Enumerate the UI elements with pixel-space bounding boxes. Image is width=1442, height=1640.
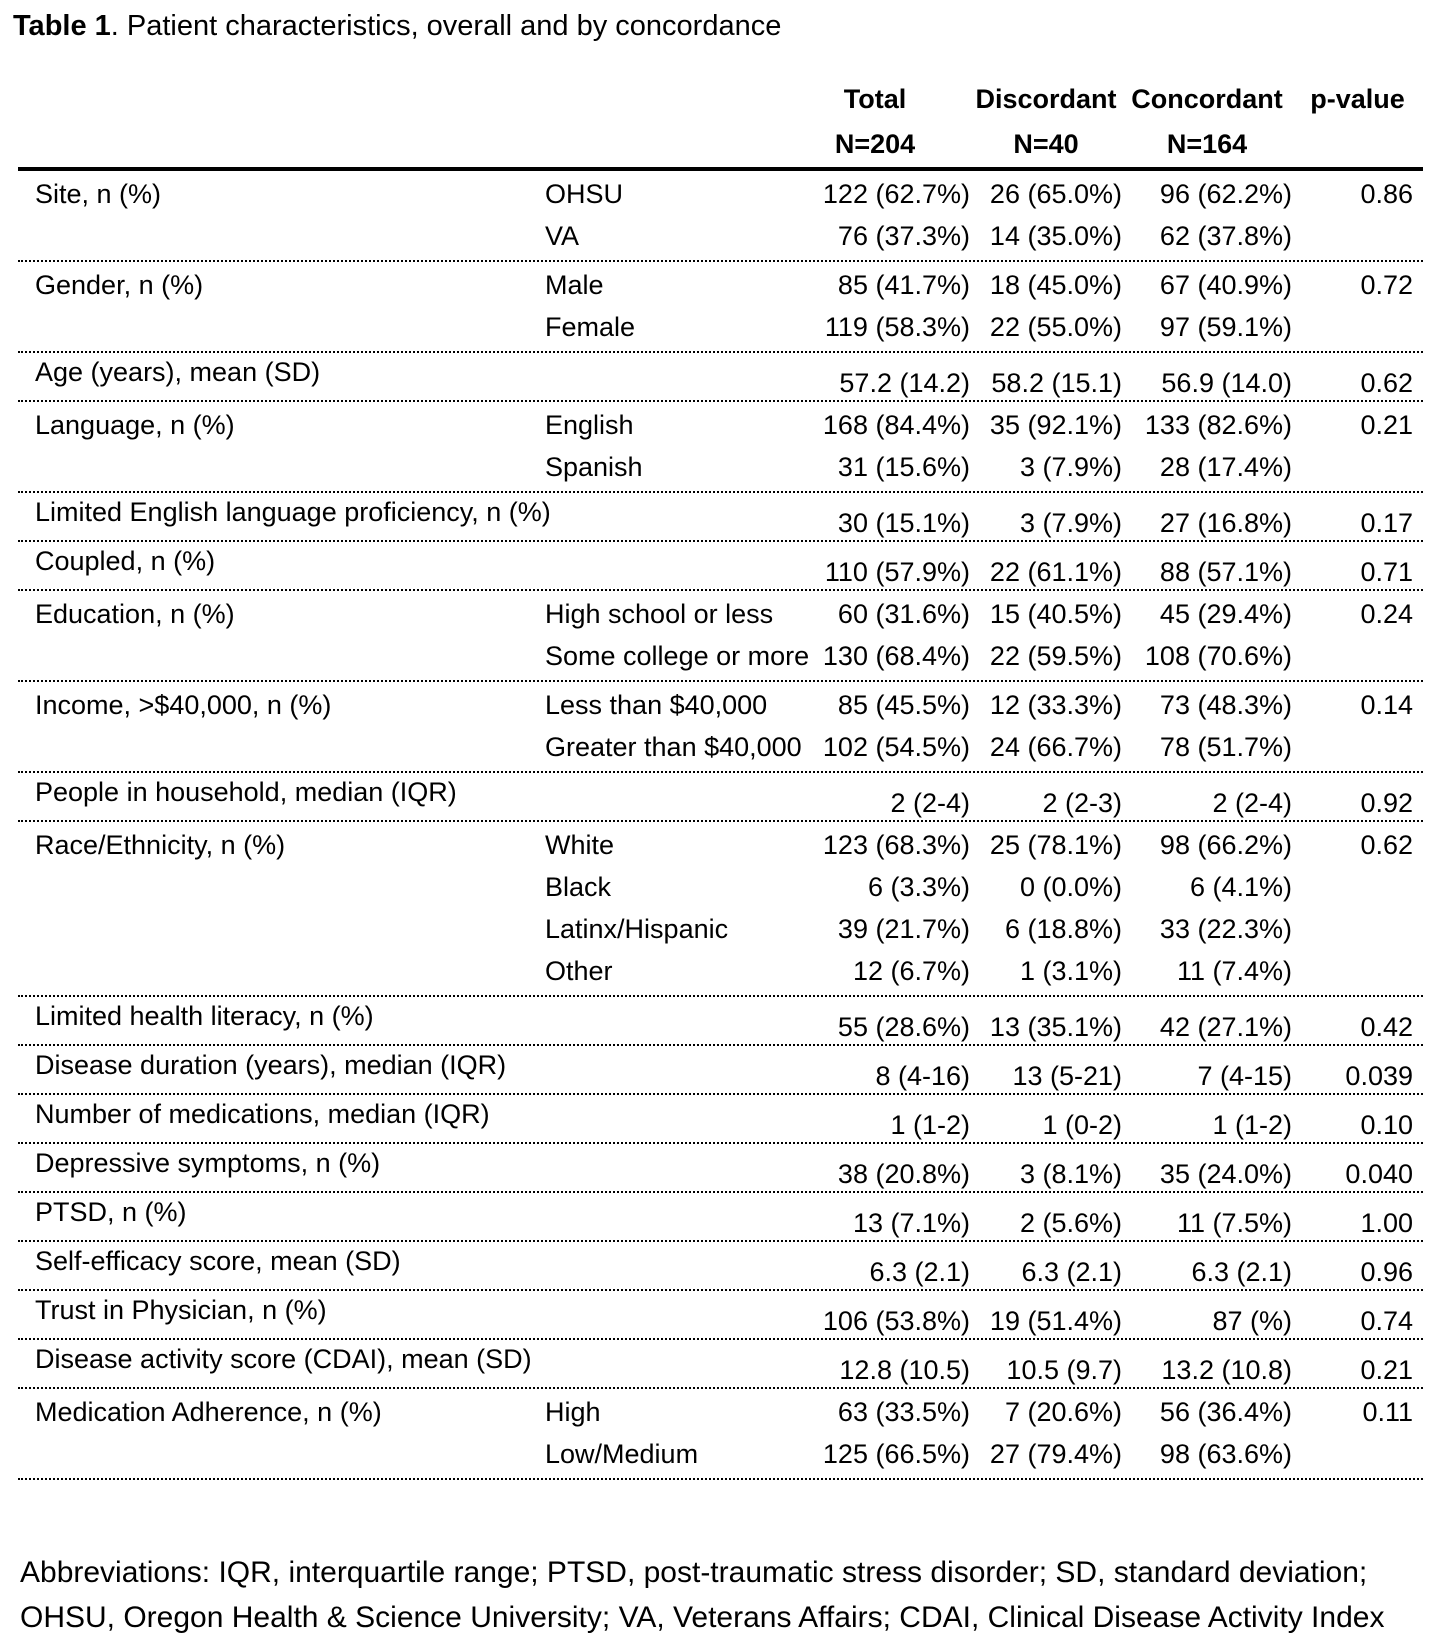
row-category: VA: [545, 220, 580, 251]
cell-discordant: 14 (35.0%): [989, 220, 1122, 251]
cell-total: 85 (41.7%): [837, 269, 970, 300]
cell-pvalue: 0.74: [1360, 1306, 1413, 1336]
table-row: [18, 635, 1423, 677]
cell-pvalue: 0.62: [1360, 829, 1413, 860]
table-row: [18, 446, 1423, 488]
cell-concordant: 6.3 (2.1): [1191, 1257, 1292, 1287]
cell-concordant: 62 (37.8%): [1159, 220, 1292, 251]
cell-concordant: 87 (%): [1212, 1306, 1292, 1336]
row-label: Disease activity score (CDAI), mean (SD): [35, 1344, 532, 1374]
column-header-total: Total: [843, 84, 907, 114]
table-group: [18, 402, 1423, 493]
row-label: Limited English language proficiency, n (%): [35, 497, 551, 527]
table-group: [18, 591, 1423, 682]
cell-total: 168 (84.4%): [822, 409, 970, 440]
cell-pvalue: 0.039: [1345, 1061, 1413, 1091]
cell-concordant: 11 (7.5%): [1176, 1208, 1292, 1238]
cell-pvalue: 1.00: [1360, 1208, 1413, 1238]
cell-pvalue: 0.21: [1360, 1355, 1413, 1385]
table-group: [18, 1095, 1423, 1144]
row-category: Some college or more: [545, 640, 810, 671]
table-row: [18, 950, 1423, 992]
table-row: [18, 1391, 1423, 1433]
row-label: People in household, median (IQR): [35, 777, 457, 807]
row-label: Number of medications, median (IQR): [35, 1099, 490, 1129]
cell-concordant: 108 (70.6%): [1144, 640, 1292, 671]
row-category: [545, 1293, 780, 1295]
cell-pvalue: 0.11: [1362, 1396, 1413, 1427]
cell-discordant: 3 (7.9%): [1019, 451, 1122, 482]
cell-concordant: 45 (29.4%): [1159, 598, 1292, 629]
cell-concordant: 73 (48.3%): [1159, 689, 1292, 720]
row-label: Age (years), mean (SD): [35, 357, 321, 387]
cell-discordant: 1 (0-2): [1042, 1110, 1122, 1140]
cell-pvalue: 0.62: [1360, 368, 1413, 398]
cell-discordant: 35 (92.1%): [989, 409, 1122, 440]
table-group: [18, 493, 1423, 542]
table-row: [18, 264, 1423, 306]
cell-discordant: 26 (65.0%): [989, 178, 1122, 209]
cell-total: 8 (4-16): [875, 1061, 970, 1091]
cell-pvalue: 0.72: [1360, 269, 1413, 300]
row-category: Greater than $40,000: [545, 731, 802, 762]
cell-concordant: 78 (51.7%): [1159, 731, 1292, 762]
cell-pvalue: 0.21: [1360, 409, 1413, 440]
table-row: [18, 1048, 1423, 1090]
row-label: Disease duration (years), median (IQR): [35, 1050, 507, 1080]
row-category: Black: [545, 871, 612, 902]
table-header-row-labels: [18, 77, 1423, 122]
row-category: Low/Medium: [545, 1438, 699, 1469]
cell-concordant: 98 (66.2%): [1159, 829, 1292, 860]
cell-discordant: 2 (2-3): [1042, 788, 1122, 818]
table-group: [18, 773, 1423, 822]
row-label: Trust in Physician, n (%): [35, 1295, 327, 1325]
row-label: PTSD, n (%): [35, 1197, 187, 1227]
row-category: Less than $40,000: [545, 689, 768, 720]
cell-pvalue: 0.42: [1360, 1012, 1413, 1042]
cell-total: 60 (31.6%): [837, 598, 970, 629]
row-label: Site, n (%): [35, 178, 162, 209]
cell-discordant: 22 (61.1%): [989, 557, 1122, 587]
row-label: Education, n (%): [35, 598, 235, 629]
table-row: [18, 1293, 1423, 1335]
cell-discordant: 7 (20.6%): [1004, 1396, 1122, 1427]
row-category: [545, 495, 780, 497]
row-category: English: [545, 409, 634, 440]
table-row: [18, 999, 1423, 1041]
row-category: [545, 1244, 780, 1246]
cell-concordant: 67 (40.9%): [1159, 269, 1292, 300]
table-caption: . Patient characteristics, overall and by concordance: [110, 10, 782, 42]
page: [0, 10, 1442, 1638]
cell-discordant: 3 (7.9%): [1019, 508, 1122, 538]
cell-concordant: 33 (22.3%): [1159, 913, 1292, 944]
row-label: Race/Ethnicity, n (%): [35, 829, 286, 860]
table-row: [18, 215, 1423, 257]
cell-discordant: 10.5 (9.7): [1006, 1355, 1122, 1385]
table-row: [18, 866, 1423, 908]
cell-discordant: 24 (66.7%): [989, 731, 1122, 762]
cell-pvalue: 0.17: [1360, 508, 1413, 538]
table-row: [18, 1244, 1423, 1286]
row-category: [545, 1048, 780, 1050]
cell-total: 1 (1-2): [890, 1110, 970, 1140]
cell-pvalue: 0.24: [1360, 598, 1413, 629]
cell-total: 130 (68.4%): [822, 640, 970, 671]
table-group: [18, 682, 1423, 773]
cell-total: 102 (54.5%): [822, 731, 970, 762]
cell-total: 2 (2-4): [890, 788, 970, 818]
column-n-concordant: N=164: [1166, 129, 1248, 159]
cell-concordant: 56.9 (14.0): [1161, 368, 1292, 398]
row-category: Spanish: [545, 451, 643, 482]
cell-discordant: 25 (78.1%): [989, 829, 1122, 860]
table-header: [18, 77, 1423, 167]
table-group: [18, 1291, 1423, 1340]
cell-discordant: 13 (5-21): [1012, 1061, 1122, 1091]
cell-discordant: 13 (35.1%): [989, 1012, 1122, 1042]
row-category: [545, 1342, 780, 1344]
footnote-line-1: Abbreviations: IQR, interquartile range; PTSD, post-traumatic stress disorder; SD, standard deviation;: [20, 1556, 1368, 1589]
cell-discordant: 22 (59.5%): [989, 640, 1122, 671]
column-n-total: N=204: [834, 129, 916, 159]
cell-discordant: 18 (45.0%): [989, 269, 1122, 300]
row-category: [545, 1195, 780, 1197]
cell-concordant: 96 (62.2%): [1159, 178, 1292, 209]
cell-concordant: 6 (4.1%): [1189, 871, 1292, 902]
row-category: Other: [545, 955, 613, 986]
table-row: [18, 775, 1423, 817]
cell-total: 31 (15.6%): [837, 451, 970, 482]
row-category: Male: [545, 269, 604, 300]
cell-concordant: 35 (24.0%): [1159, 1159, 1292, 1189]
cell-pvalue: 0.96: [1360, 1257, 1413, 1287]
table-row: [18, 306, 1423, 348]
row-category: OHSU: [545, 178, 624, 209]
cell-concordant: 56 (36.4%): [1159, 1396, 1292, 1427]
cell-total: 13 (7.1%): [852, 1208, 970, 1238]
table-row: [18, 495, 1423, 537]
row-label: Coupled, n (%): [35, 546, 216, 576]
cell-discordant: 15 (40.5%): [989, 598, 1122, 629]
row-category: White: [545, 829, 615, 860]
row-label: Language, n (%): [35, 409, 235, 440]
cell-total: 125 (66.5%): [822, 1438, 970, 1469]
row-category: Latinx/Hispanic: [545, 913, 729, 944]
cell-total: 12.8 (10.5): [839, 1355, 970, 1385]
row-label: Gender, n (%): [35, 269, 204, 300]
row-label: Self-efficacy score, mean (SD): [35, 1246, 401, 1276]
table-row: [18, 173, 1423, 215]
table-row: [18, 1433, 1423, 1475]
table-row: [18, 1097, 1423, 1139]
table-body: [18, 167, 1423, 1480]
cell-discordant: 2 (5.6%): [1019, 1208, 1122, 1238]
cell-concordant: 28 (17.4%): [1159, 451, 1292, 482]
row-category: Female: [545, 311, 636, 342]
row-category: [545, 999, 780, 1001]
cell-total: 63 (33.5%): [837, 1396, 970, 1427]
cell-total: 106 (53.8%): [822, 1306, 970, 1336]
row-category: [545, 775, 780, 777]
cell-total: 119 (58.3%): [824, 311, 970, 342]
table-header-row-n: [18, 122, 1423, 167]
cell-total: 76 (37.3%): [837, 220, 970, 251]
table-group: [18, 1389, 1423, 1480]
column-header-discordant: Discordant: [975, 84, 1117, 114]
cell-discordant: 6.3 (2.1): [1021, 1257, 1122, 1287]
page-title: [13, 10, 1442, 43]
cell-pvalue: 0.86: [1360, 178, 1413, 209]
cell-total: 85 (45.5%): [837, 689, 970, 720]
cell-concordant: 11 (7.4%): [1176, 955, 1292, 986]
row-category: High: [545, 1396, 601, 1427]
cell-discordant: 12 (33.3%): [989, 689, 1122, 720]
table-group: [18, 542, 1423, 591]
table-row: [18, 824, 1423, 866]
cell-total: 55 (28.6%): [837, 1012, 970, 1042]
table-row: [18, 355, 1423, 397]
column-n-discordant: N=40: [1013, 129, 1079, 159]
table-row: [18, 1342, 1423, 1384]
column-header-concordant: Concordant: [1131, 84, 1283, 114]
row-label: Depressive symptoms, n (%): [35, 1148, 381, 1178]
cell-discordant: 0 (0.0%): [1019, 871, 1122, 902]
table-number: Table 1: [13, 10, 111, 42]
row-label: Limited health literacy, n (%): [35, 1001, 374, 1031]
table-group: [18, 997, 1423, 1046]
cell-total: 123 (68.3%): [822, 829, 970, 860]
cell-total: 122 (62.7%): [822, 178, 970, 209]
table-group: [18, 1340, 1423, 1389]
cell-pvalue: 0.71: [1360, 557, 1413, 587]
cell-concordant: 2 (2-4): [1212, 788, 1292, 818]
table-row: [18, 1195, 1423, 1237]
cell-discordant: 3 (8.1%): [1019, 1159, 1122, 1189]
cell-pvalue: 0.14: [1360, 689, 1413, 720]
table-row: [18, 593, 1423, 635]
cell-total: 6.3 (2.1): [869, 1257, 970, 1287]
cell-concordant: 42 (27.1%): [1159, 1012, 1292, 1042]
cell-discordant: 22 (55.0%): [989, 311, 1122, 342]
cell-discordant: 1 (3.1%): [1019, 955, 1122, 986]
table-row: [18, 544, 1423, 586]
table-group: [18, 822, 1423, 997]
table-group: [18, 1193, 1423, 1242]
patient-characteristics-table: [18, 77, 1423, 1480]
cell-concordant: 13.2 (10.8): [1161, 1355, 1292, 1385]
cell-discordant: 6 (18.8%): [1004, 913, 1122, 944]
table-row: [18, 684, 1423, 726]
cell-concordant: 133 (82.6%): [1144, 409, 1292, 440]
cell-concordant: 97 (59.1%): [1159, 311, 1292, 342]
row-label: Medication Adherence, n (%): [35, 1396, 382, 1427]
row-category: High school or less: [545, 598, 774, 629]
table-group: [18, 262, 1423, 353]
cell-pvalue: 0.92: [1360, 788, 1413, 818]
row-category: [545, 544, 780, 546]
cell-total: 12 (6.7%): [852, 955, 970, 986]
row-category: [545, 1146, 780, 1148]
cell-concordant: 7 (4-15): [1197, 1061, 1292, 1091]
cell-pvalue: 0.10: [1360, 1110, 1413, 1140]
row-category: [545, 355, 780, 357]
cell-total: 57.2 (14.2): [839, 368, 970, 398]
table-group: [18, 171, 1423, 262]
table-group: [18, 1046, 1423, 1095]
footnote: [20, 1550, 1442, 1640]
cell-concordant: 27 (16.8%): [1159, 508, 1292, 538]
cell-concordant: 1 (1-2): [1212, 1110, 1292, 1140]
cell-total: 6 (3.3%): [867, 871, 970, 902]
cell-discordant: 58.2 (15.1): [991, 368, 1122, 398]
cell-pvalue: 0.040: [1345, 1159, 1413, 1189]
row-label: Income, >$40,000, n (%): [35, 689, 332, 720]
cell-total: 110 (57.9%): [824, 557, 970, 587]
row-category: [545, 1097, 780, 1099]
cell-total: 30 (15.1%): [837, 508, 970, 538]
table-group: [18, 1242, 1423, 1291]
table-row: [18, 908, 1423, 950]
column-header-pvalue: p-value: [1310, 84, 1405, 114]
footnote-line-2: OHSU, Oregon Health & Science University; VA, Veterans Affairs; CDAI, Clinical Disease Activity Index: [20, 1601, 1385, 1634]
cell-discordant: 27 (79.4%): [989, 1438, 1122, 1469]
cell-concordant: 98 (63.6%): [1159, 1438, 1292, 1469]
cell-total: 39 (21.7%): [837, 913, 970, 944]
table-row: [18, 404, 1423, 446]
table-group: [18, 353, 1423, 402]
table-group: [18, 1144, 1423, 1193]
cell-total: 38 (20.8%): [837, 1159, 970, 1189]
cell-concordant: 88 (57.1%): [1159, 557, 1292, 587]
table-row: [18, 726, 1423, 768]
cell-discordant: 19 (51.4%): [989, 1306, 1122, 1336]
table-row: [18, 1146, 1423, 1188]
